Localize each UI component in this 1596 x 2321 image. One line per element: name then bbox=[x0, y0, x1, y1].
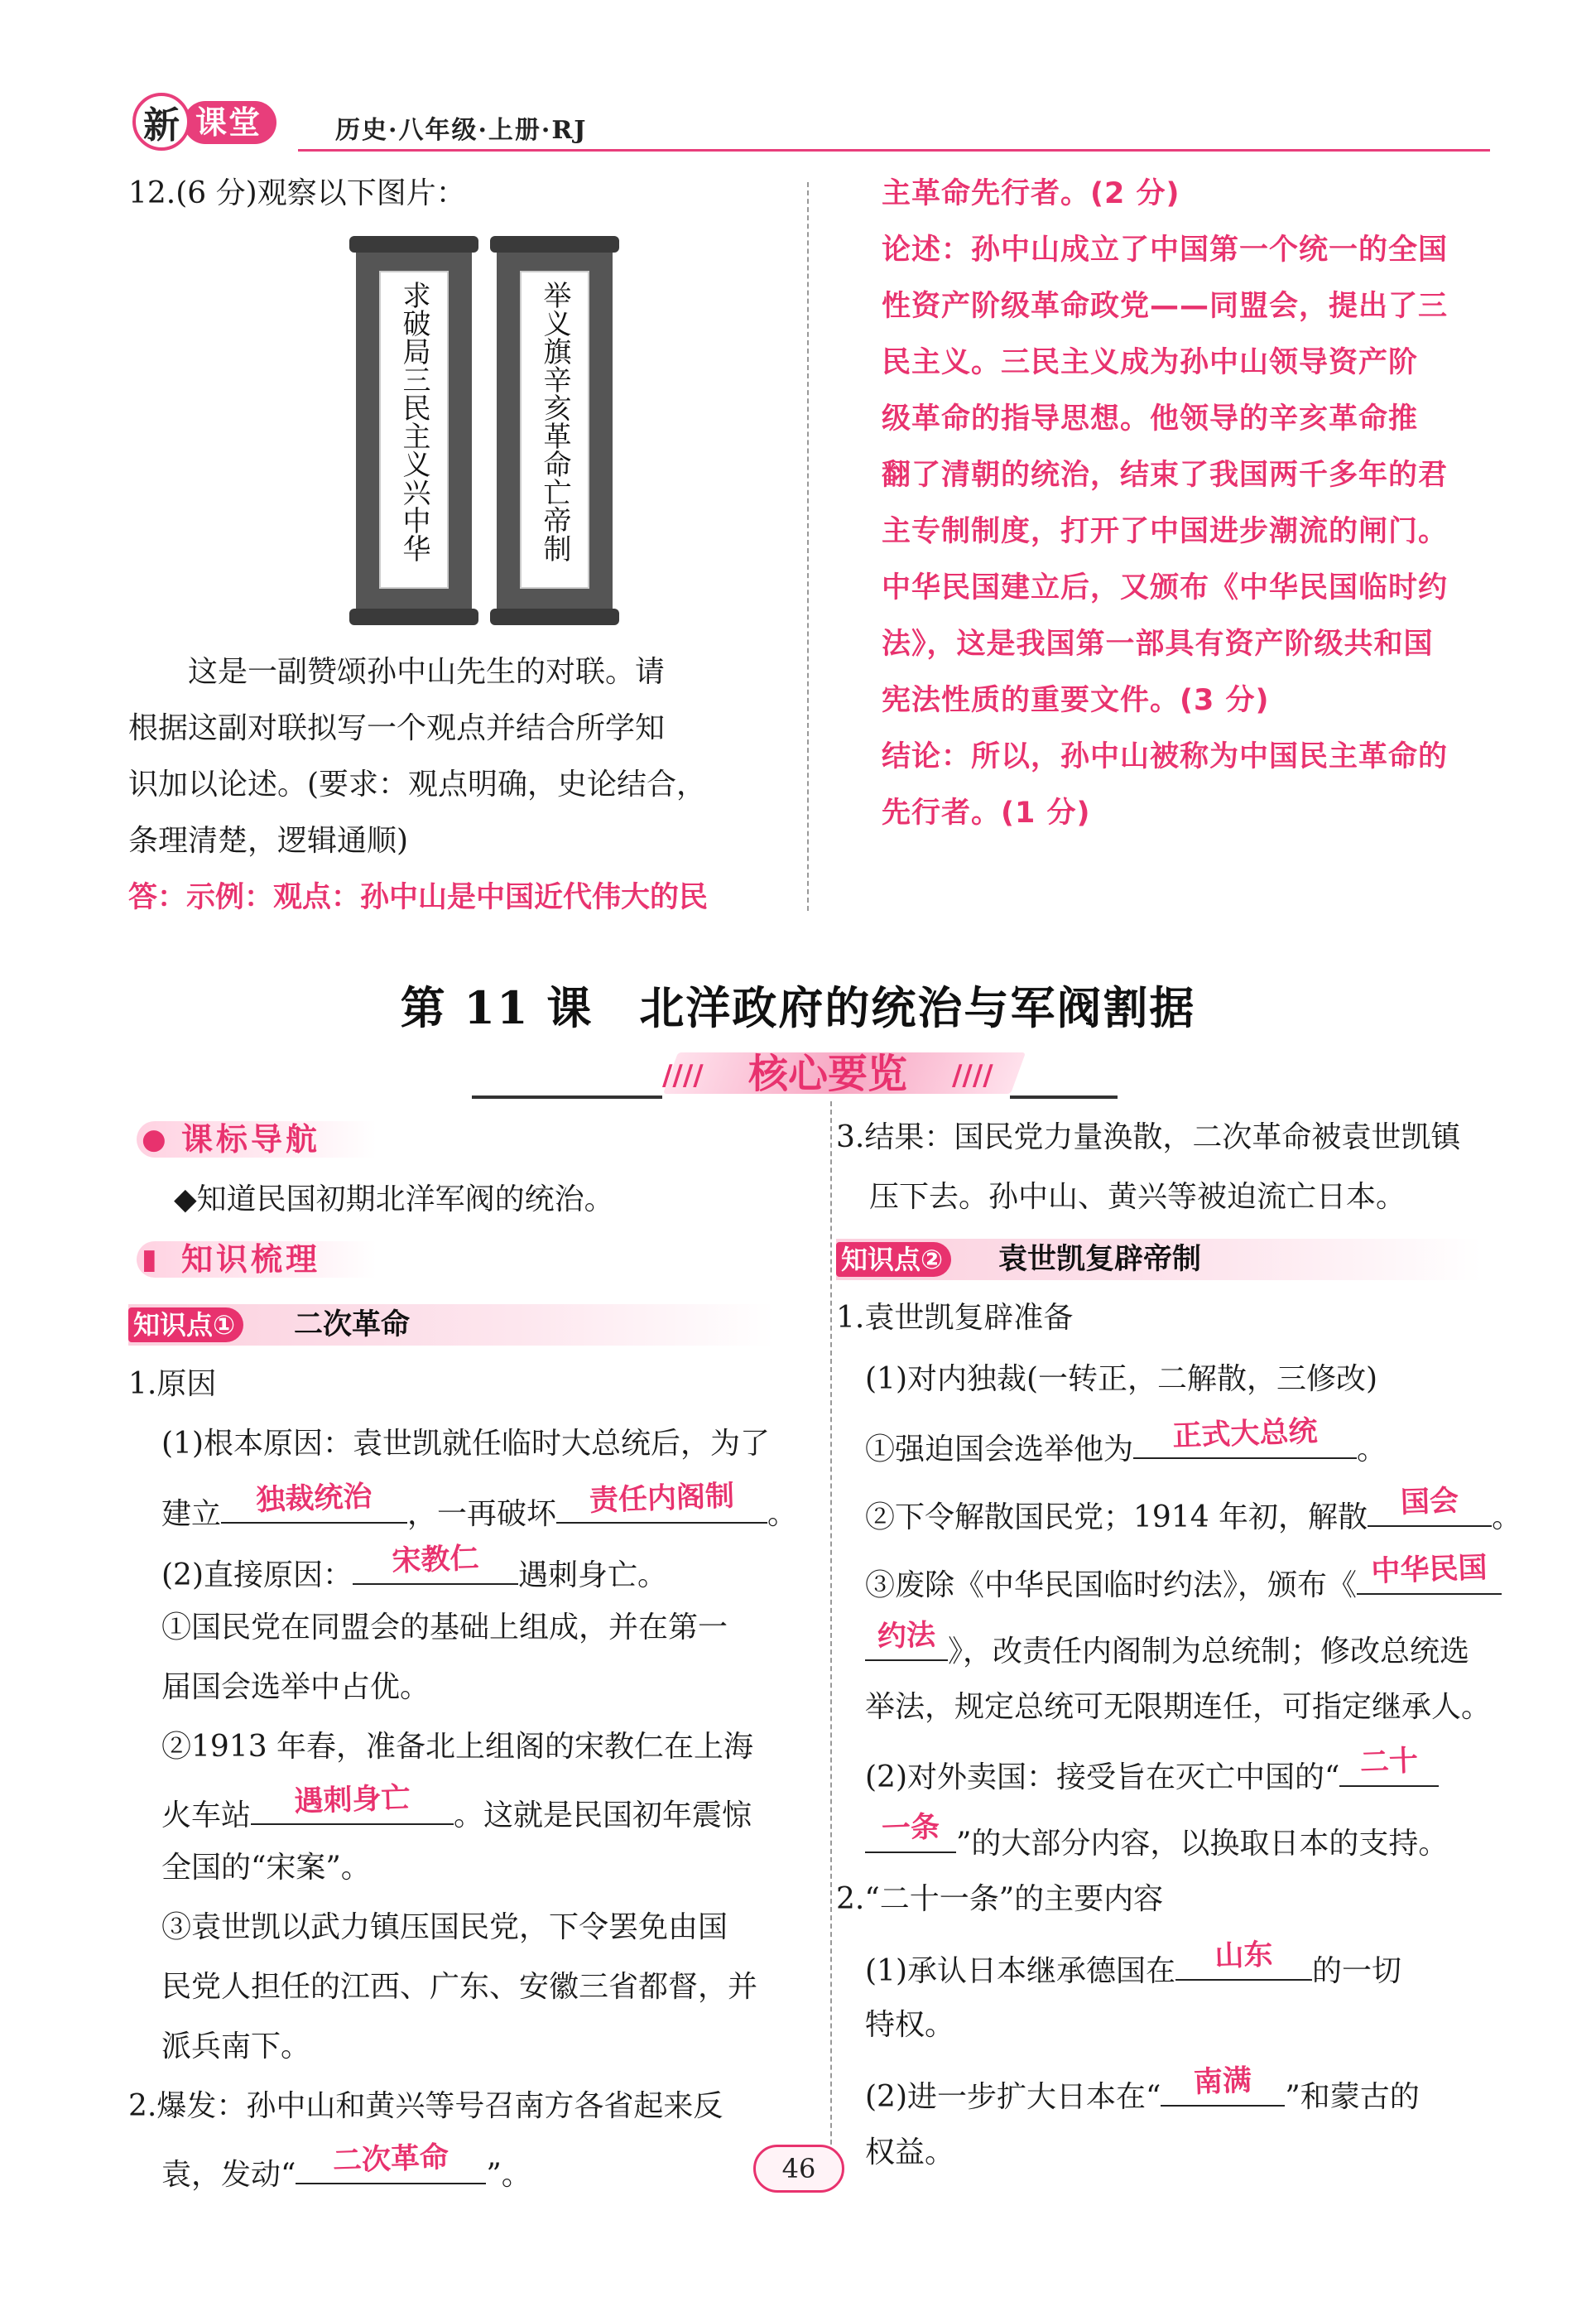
fill-blank[interactable]: 一条 bbox=[865, 1817, 956, 1853]
question-12 bbox=[128, 166, 791, 222]
q12-para: 根据这副对联拟写一个观点并结合所学知 bbox=[128, 711, 666, 745]
q12-answer-start: 答：示例：观点：孙中山是中国近代伟大的民 bbox=[128, 881, 709, 914]
book-icon: ▮ bbox=[142, 1243, 157, 1276]
answer-line: 结论：所以，孙中山被称为中国民主革命的 bbox=[882, 740, 1449, 773]
fill-blank[interactable]: 山东 bbox=[1175, 1944, 1312, 1981]
header-rule bbox=[298, 149, 1490, 152]
kp1-line: 火车站 遇刺身亡 。这就是民国初年震惊 bbox=[161, 1781, 752, 1832]
kp2-line: 权益。 bbox=[865, 2136, 955, 2169]
scroll-left-text: 求破局三民主义兴中华 bbox=[397, 281, 430, 562]
lesson-title: 第 11 课 北洋政府的统治与军阀割据 bbox=[400, 981, 1196, 1034]
scroll-right bbox=[497, 236, 613, 625]
kp1-line: ③袁世凯以武力镇压国民党，下令罢免由国 bbox=[161, 1910, 728, 1944]
kp2-line: 特权。 bbox=[865, 2008, 955, 2042]
page-number-text: 46 bbox=[781, 2153, 816, 2184]
answer-line: 翻了清朝的统治，结束了我国两千多年的君 bbox=[882, 459, 1449, 492]
location-pin-icon: ● bbox=[142, 1123, 166, 1156]
kp1-line: ①国民党在同盟会的基础上组成，并在第一 bbox=[161, 1611, 728, 1644]
answer-line: 主专制制度，打开了中国进步潮流的闸门。 bbox=[882, 515, 1449, 548]
logo bbox=[116, 93, 306, 151]
kp-tag: 知识点① bbox=[128, 1307, 243, 1342]
scroll-left bbox=[356, 236, 472, 625]
kp1-line: 袁，发动“ 二次革命 ”。 bbox=[161, 2140, 531, 2192]
column-divider bbox=[807, 182, 809, 911]
kp1-result: 压下去。孙中山、黄兴等被迫流亡日本。 bbox=[869, 1180, 1406, 1214]
section-label: 课标导航 bbox=[181, 1121, 321, 1158]
q12-answer bbox=[882, 166, 1511, 841]
kp2-line: (1)承认日本继承德国在 山东 的一切 bbox=[865, 1938, 1402, 1988]
kp1-line: 全国的“宋案”。 bbox=[161, 1851, 371, 1885]
answer-line: 论述：孙中山成立了中国第一个统一的全国 bbox=[882, 234, 1449, 267]
slash-decor-right: //// bbox=[952, 1059, 993, 1092]
kp2-line: (2)对外卖国：接受旨在灭亡中国的“ 二十 bbox=[865, 1750, 1439, 1798]
section-combing bbox=[137, 1238, 385, 1281]
kp2-line: ③废除《中华民国临时约法》，颁布《 中华民国 bbox=[865, 1558, 1502, 1606]
fill-blank[interactable]: 约法 bbox=[865, 1625, 948, 1661]
core-line-right bbox=[1010, 1095, 1118, 1099]
core-title: 核心要览 bbox=[748, 1051, 907, 1097]
kp2-line: ①强迫国会选举他为 正式大总统 。 bbox=[865, 1414, 1387, 1466]
section-nav bbox=[137, 1118, 385, 1161]
kp-title: 袁世凯复辟帝制 bbox=[998, 1243, 1202, 1276]
kp2-line: 举法，规定总统可无限期连任，可指定继承人。 bbox=[865, 1690, 1492, 1724]
fill-blank[interactable]: 中华民国 bbox=[1357, 1558, 1502, 1595]
kp1-line: 民党人担任的江西、广东、安徽三省都督，并 bbox=[161, 1970, 758, 2004]
core-heading bbox=[464, 1047, 1126, 1105]
fill-blank[interactable]: 责任内阁制 bbox=[556, 1487, 767, 1524]
fill-blank[interactable]: 南满 bbox=[1161, 2070, 1285, 2107]
knowledge-point-2 bbox=[836, 1239, 1482, 1280]
section-label: 知识梳理 bbox=[181, 1241, 321, 1278]
question-12-body bbox=[128, 644, 791, 926]
fill-blank[interactable]: 宋教仁 bbox=[353, 1548, 518, 1585]
fill-blank[interactable]: 二次革命 bbox=[296, 2148, 486, 2184]
kp-tag: 知识点② bbox=[836, 1242, 951, 1277]
kp2-line: (2)进一步扩大日本在“ 南满 ”和蒙古的 bbox=[865, 2063, 1420, 2114]
answer-line: 主革命先行者。(2 分) bbox=[882, 177, 1180, 210]
kp2-line: ②下令解散国民党；1914 年初，解散 国会 。 bbox=[865, 1484, 1522, 1534]
fill-blank[interactable]: 国会 bbox=[1368, 1490, 1492, 1527]
kp1-line: 2.爆发：孙中山和黄兴等号召南方各省起来反 bbox=[128, 2089, 723, 2123]
nav-item: ◆知道民国初期北洋军阀的统治。 bbox=[174, 1182, 614, 1216]
kp1-reason: 1.原因 bbox=[128, 1367, 217, 1401]
kp1-line: 派兵南下。 bbox=[161, 2030, 311, 2063]
subject-label: 历史·八年级·上册·RJ bbox=[335, 116, 588, 145]
q12-para: 这是一副赞颂孙中山先生的对联。请 bbox=[188, 655, 666, 689]
q12-para: 识加以论述。(要求：观点明确，史论结合， bbox=[128, 768, 707, 802]
couplet-image bbox=[356, 236, 613, 625]
logo-badge: 新 bbox=[132, 93, 190, 151]
kp2-line: 1.袁世凯复辟准备 bbox=[836, 1301, 1074, 1335]
answer-line: 先行者。(1 分) bbox=[882, 797, 1091, 830]
question-title: 12.(6 分)观察以下图片： bbox=[128, 176, 466, 210]
kp1-line: 届国会选举中占优。 bbox=[161, 1670, 430, 1704]
q12-para: 条理清楚，逻辑通顺) bbox=[128, 824, 409, 858]
kp2-line: (1)对内独裁(一转正，二解散，三修改) bbox=[865, 1362, 1378, 1396]
page-header bbox=[116, 83, 1490, 157]
kp1-line: (1)根本原因：袁世凯就任临时大总统后，为了 bbox=[161, 1427, 770, 1461]
scroll-right-text: 举义旗辛亥革命亡帝制 bbox=[538, 281, 571, 562]
answer-line: 法》，这是我国第一部具有资产阶级共和国 bbox=[882, 628, 1434, 661]
fill-blank[interactable]: 独裁统治 bbox=[221, 1487, 407, 1524]
kp-title: 二次革命 bbox=[294, 1308, 411, 1341]
kp1-line: ②1913 年春，准备北上组阁的宋教仁在上海 bbox=[161, 1730, 754, 1764]
answer-line: 级革命的指导思想。他领导的辛亥革命推 bbox=[882, 402, 1419, 436]
column-divider bbox=[830, 1101, 832, 2169]
answer-line: 中华民国建立后，又颁布《中华民国临时约 bbox=[882, 571, 1449, 604]
kp2-line: 约法 》，改责任内阁制为总统制；修改总统选 bbox=[865, 1625, 1469, 1672]
answer-line: 性资产阶级革命政党——同盟会，提出了三 bbox=[882, 290, 1449, 323]
slash-decor-left: //// bbox=[662, 1059, 704, 1092]
fill-blank[interactable]: 二十 bbox=[1339, 1750, 1439, 1787]
logo-text: 课堂 bbox=[184, 101, 276, 144]
page-number bbox=[753, 2145, 844, 2193]
kp2-line: 2.“二十一条”的主要内容 bbox=[836, 1882, 1164, 1916]
kp1-result: 3.结果：国民党力量涣散，二次革命被袁世凯镇 bbox=[836, 1120, 1461, 1154]
core-line-left bbox=[472, 1095, 662, 1099]
kp1-line: (2)直接原因： 宋教仁 遇刺身亡。 bbox=[161, 1542, 668, 1592]
answer-line: 宪法性质的重要文件。(3 分) bbox=[882, 684, 1270, 717]
answer-line: 民主义。三民主义成为孙中山领导资产阶 bbox=[882, 346, 1419, 379]
knowledge-point-1 bbox=[128, 1304, 774, 1346]
kp1-line: 建立 独裁统治 ，一再破坏 责任内阁制 。 bbox=[161, 1479, 798, 1531]
fill-blank[interactable]: 遇刺身亡 bbox=[251, 1789, 454, 1825]
kp2-line: 一条 ”的大部分内容，以换取日本的支持。 bbox=[865, 1817, 1448, 1864]
fill-blank[interactable]: 正式大总统 bbox=[1133, 1423, 1357, 1459]
